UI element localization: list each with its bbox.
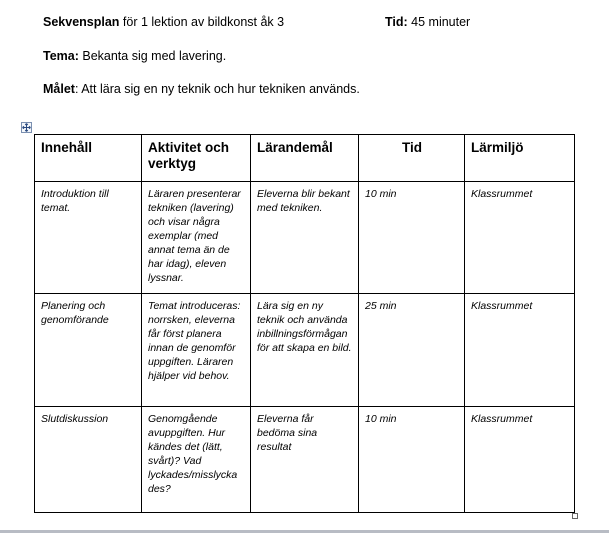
cell-learning-goal[interactable]: Eleverna blir bekant med tekniken. bbox=[251, 182, 359, 294]
goal-value: : Att lära sig en ny teknik och hur tekniken används. bbox=[74, 82, 360, 96]
sequence-plan-table bbox=[34, 134, 575, 513]
table-header-row bbox=[35, 135, 575, 182]
table-row bbox=[35, 182, 575, 294]
theme-label: Tema: bbox=[43, 49, 79, 63]
cell-content[interactable]: Introduktion till temat. bbox=[35, 182, 142, 294]
cell-activity[interactable]: Temat introduceras: norrsken, eleverna får först planera innan de genomför uppgiften. Läraren hjälper vid behov. bbox=[142, 294, 251, 407]
table-move-handle-icon[interactable] bbox=[21, 122, 32, 133]
lesson-time bbox=[385, 15, 470, 29]
table-row bbox=[35, 294, 575, 407]
cell-content[interactable]: Planering och genomförande bbox=[35, 294, 142, 407]
cell-learning-goal[interactable]: Eleverna får bedöma sina resultat bbox=[251, 407, 359, 513]
cell-activity[interactable]: Genomgående avuppgiften. Hur kändes det (lätt, svårt)? Vad lyckades/misslycka des? bbox=[142, 407, 251, 513]
cell-activity[interactable]: Läraren presenterar tekniken (lavering) och visar några exemplar (med annat tema än de har idag), eleven lyssnar. bbox=[142, 182, 251, 294]
cell-time[interactable]: 25 min bbox=[359, 294, 465, 407]
cell-learning-goal[interactable]: Lära sig en ny teknik och använda inbillningsförmågan för att skapa en bild. bbox=[251, 294, 359, 407]
cell-environment[interactable]: Klassrummet bbox=[465, 182, 575, 294]
table-resize-handle-icon[interactable] bbox=[572, 513, 578, 519]
plan-title-rest: för 1 lektion av bildkonst åk 3 bbox=[119, 15, 285, 29]
time-value: 45 minuter bbox=[407, 15, 471, 29]
header-time: Tid bbox=[359, 135, 465, 182]
theme-value: Bekanta sig med lavering. bbox=[78, 49, 227, 63]
table-row bbox=[35, 407, 575, 513]
cell-environment[interactable]: Klassrummet bbox=[465, 407, 575, 513]
plan-title bbox=[43, 15, 284, 29]
header-content: Innehåll bbox=[35, 135, 142, 182]
cell-time[interactable]: 10 min bbox=[359, 407, 465, 513]
header-learning-goal: Lärandemål bbox=[251, 135, 359, 182]
cell-content[interactable]: Slutdiskussion bbox=[35, 407, 142, 513]
goal-label: Målet bbox=[43, 82, 75, 96]
theme-line bbox=[43, 49, 226, 63]
header-activity: Aktivitet och verktyg bbox=[142, 135, 251, 182]
cell-environment[interactable]: Klassrummet bbox=[465, 294, 575, 407]
header-environment: Lärmiljö bbox=[465, 135, 575, 182]
cell-time[interactable]: 10 min bbox=[359, 182, 465, 294]
plan-title-bold: Sekvensplan bbox=[43, 15, 120, 29]
move-arrows-icon bbox=[22, 123, 31, 132]
goal-line bbox=[43, 82, 360, 96]
time-label: Tid: bbox=[385, 15, 408, 29]
